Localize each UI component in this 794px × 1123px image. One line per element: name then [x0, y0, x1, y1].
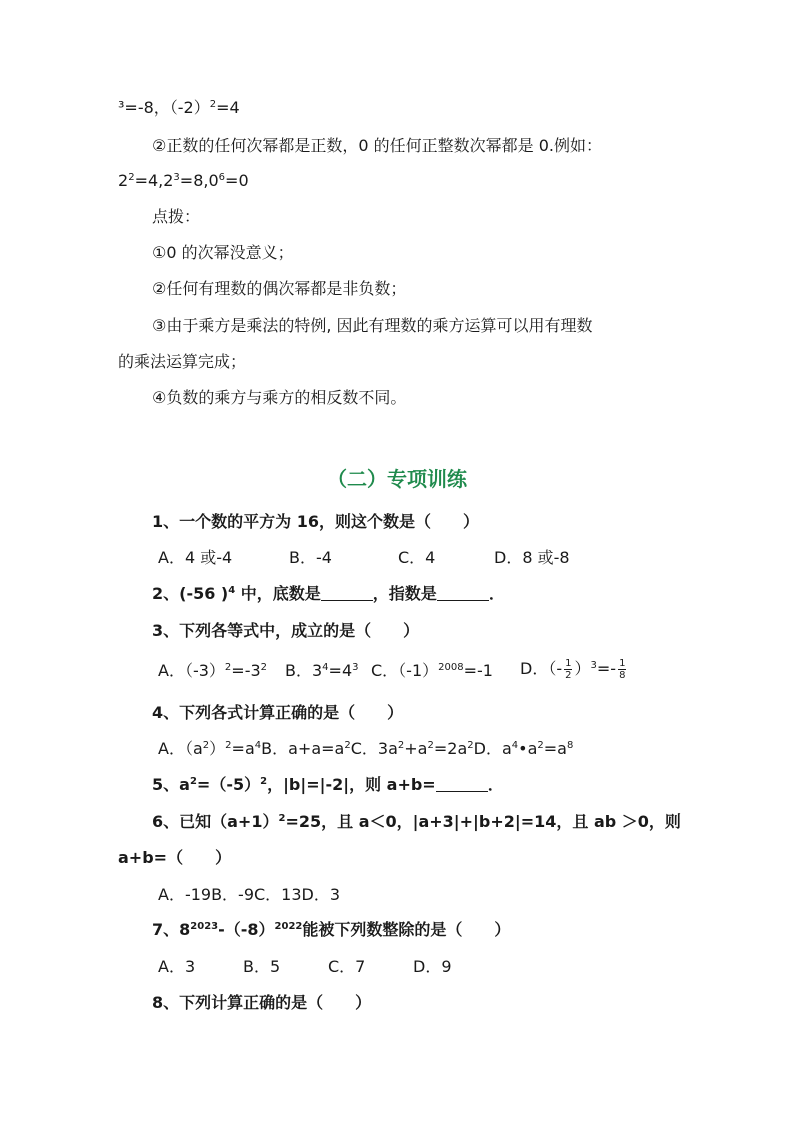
section-title: （二）专项训练	[327, 467, 467, 491]
q7-option-a: A．3	[158, 957, 196, 976]
tip-3-cont: 的乘法运算完成；	[118, 352, 247, 371]
fraction-one-half: $\frac{1}{2}$	[565, 658, 572, 681]
question-6: 6、已知$(a+1)^2=25$，且 a＜0，|a+3|+|b+2|=14，且 ab ＞0，则	[152, 812, 681, 831]
fraction-one-eighth: $\frac{1}{8}$	[619, 658, 626, 681]
rule2-line-2: $2^2=4,2^3=8,0^6=0$	[118, 171, 249, 190]
rule2-line-1: ②正数的任何次幂都是正数，0 的任何正整数次幂都是 0.例如：	[152, 136, 602, 155]
question-7: 7、$8^{2023}-(-8)^{2022}$能被下列数整除的是（ ）	[152, 920, 511, 939]
tip-2: ②任何有理数的偶次幂都是非负数；	[152, 279, 407, 298]
tip-label: 点拨：	[152, 207, 201, 226]
question-6-options: A．-19B．-9C．13D．3	[158, 885, 341, 904]
q7-option-c: C．7	[328, 957, 366, 976]
question-1: 1、一个数的平方为 16，则这个数是（ ）	[152, 512, 479, 531]
tip-1: ①0 的次幂没意义；	[152, 243, 294, 262]
question-6-cont: a+b=（ ）	[118, 848, 232, 867]
question-3-options	[158, 658, 658, 687]
question-3: 3、下列各等式中，成立的是（ ）	[152, 621, 420, 640]
question-8: 8、下列计算正确的是（ ）	[152, 993, 372, 1012]
question-1-options	[158, 548, 638, 568]
q3-option-a: A．$(-3)^2=-3^2$	[158, 661, 268, 680]
q3-option-d: D．（- $\frac{1}{2}$ ）$^3$=- $\frac{1}{8}$	[520, 658, 626, 681]
question-4-options: A．$(a^2)^2=a^4B$．$a+a=a^2C$．$3a^2+a^2=2a^2D$．$a^4•a^2=a^8$	[158, 739, 574, 758]
question-4: 4、下列各式计算正确的是（ ）	[152, 703, 404, 722]
question-5: 5、$a^2=(-5)^2$，|b|=|-2|，则 a+b= ．	[152, 775, 504, 794]
q7-option-b: B．5	[243, 957, 281, 976]
q1-option-a: A．4 或-4	[158, 548, 233, 567]
cont-line: ³=-8，$(-2)^2=4$	[118, 98, 240, 117]
tip-3: ③由于乘方是乘法的特例, 因此有理数的乘方运算可以用有理数	[152, 316, 593, 335]
q3-option-c: C．$(-1)^{2008}=-1$	[371, 661, 493, 680]
q7-option-d: D．9	[413, 957, 452, 976]
answer-blank-exponent	[437, 584, 489, 601]
question-2: 2、(-56 )$^4$ 中，底数是 ，指数是 ．	[152, 584, 505, 603]
answer-blank-base	[321, 584, 373, 601]
q3-option-b: B．$3^4=4^3$	[285, 661, 359, 680]
tip-4: ④负数的乘方与乘方的相反数不同。	[152, 388, 407, 407]
q1-option-d: D．8 或-8	[494, 548, 570, 567]
q1-option-c: C．4	[398, 548, 436, 567]
question-7-options	[158, 957, 478, 977]
q1-option-b: B．-4	[289, 548, 332, 567]
answer-blank-sum	[436, 775, 488, 792]
